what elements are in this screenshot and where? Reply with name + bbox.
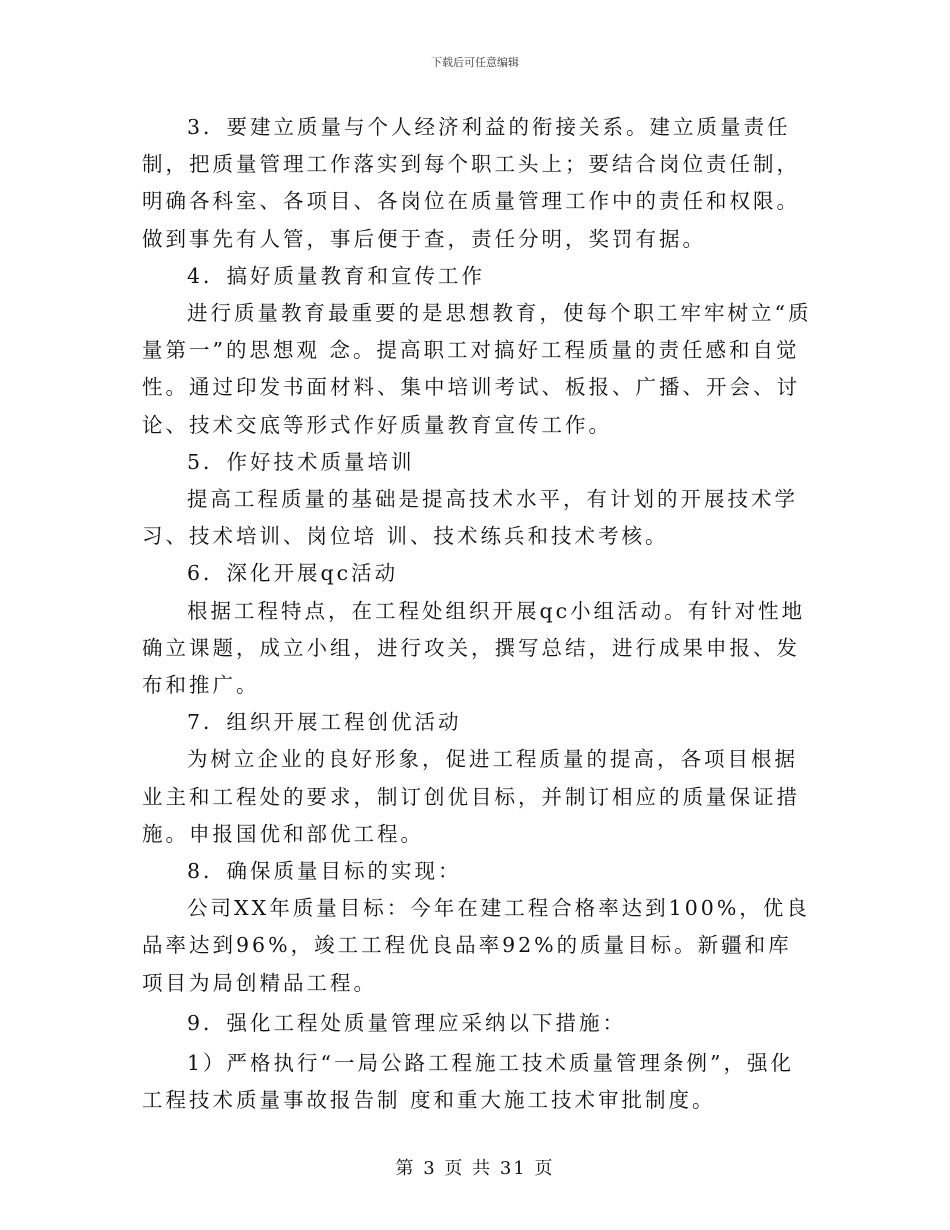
paragraph-technical-training: 提高工程质量的基础是提高技术水平，有计划的开展技术学习、技术培训、岗位培 训、技术练兵和技术考核。 — [142, 487, 798, 549]
section-heading-5: 5．作好技术质量培训 — [187, 449, 415, 474]
section-heading-4: 4．搞好质量教育和宣传工作 — [187, 263, 486, 288]
section-heading-9: 9．强化工程处质量管理应采纳以下措施： — [187, 1010, 627, 1035]
paragraph-quality-targets: 公司XX年质量目标：今年在建工程合格率达到100%，优良品率达到96%，竣工工程优良品率92%的质量目标。新疆和库项目为局创精品工程。 — [142, 896, 810, 995]
document-body — [142, 109, 814, 1119]
paragraph-excellence-activities: 为树立企业的良好形象，促进工程质量的提高，各项目根据业主和工程处的要求，制订创优目标，并制订相应的质量保证措施。申报国优和部优工程。 — [142, 747, 800, 846]
paragraph-qc-activities: 根据工程特点，在工程处组织开展qc小组活动。有针对性地确立课题，成立小组，进行攻关，撰写总结，进行成果申报、发布和推广。 — [142, 598, 806, 698]
paragraph-measure-1: 1）严格执行“一局公路工程施工技术质量管理条例”，强化工程技术质量事故报告制 度和重大施工技术审批制度。 — [142, 1051, 795, 1113]
page-header: 下载后可任意编辑 — [431, 56, 519, 69]
section-heading-6: 6．深化开展qc活动 — [187, 561, 399, 586]
paragraph-quality-education: 进行质量教育最重要的是思想教育，使每个职工牢牢树立“质量第一”的思想观 念。提高职工对搞好工程质量的责任感和自觉性。通过印发书面材料、集中培训考试、板报、广播、开会、讨论、技术交底等形式作好质量教育宣传工作。 — [142, 301, 812, 437]
paragraph-item-3: 3．要建立质量与个人经济利益的衔接关系。建立质量责任制，把质量管理工作落实到每个职工头上；要结合岗位责任制，明确各科室、各项目、各岗位在质量管理工作中的责任和权限。做到事先有人管，事后便于查，责任分明，奖罚有据。 — [142, 115, 800, 251]
section-heading-7: 7．组织开展工程创优活动 — [187, 710, 462, 735]
section-heading-8: 8．确保质量目标的实现： — [187, 859, 462, 884]
page-number: 第 3 页 共 31 页 — [395, 1158, 555, 1179]
